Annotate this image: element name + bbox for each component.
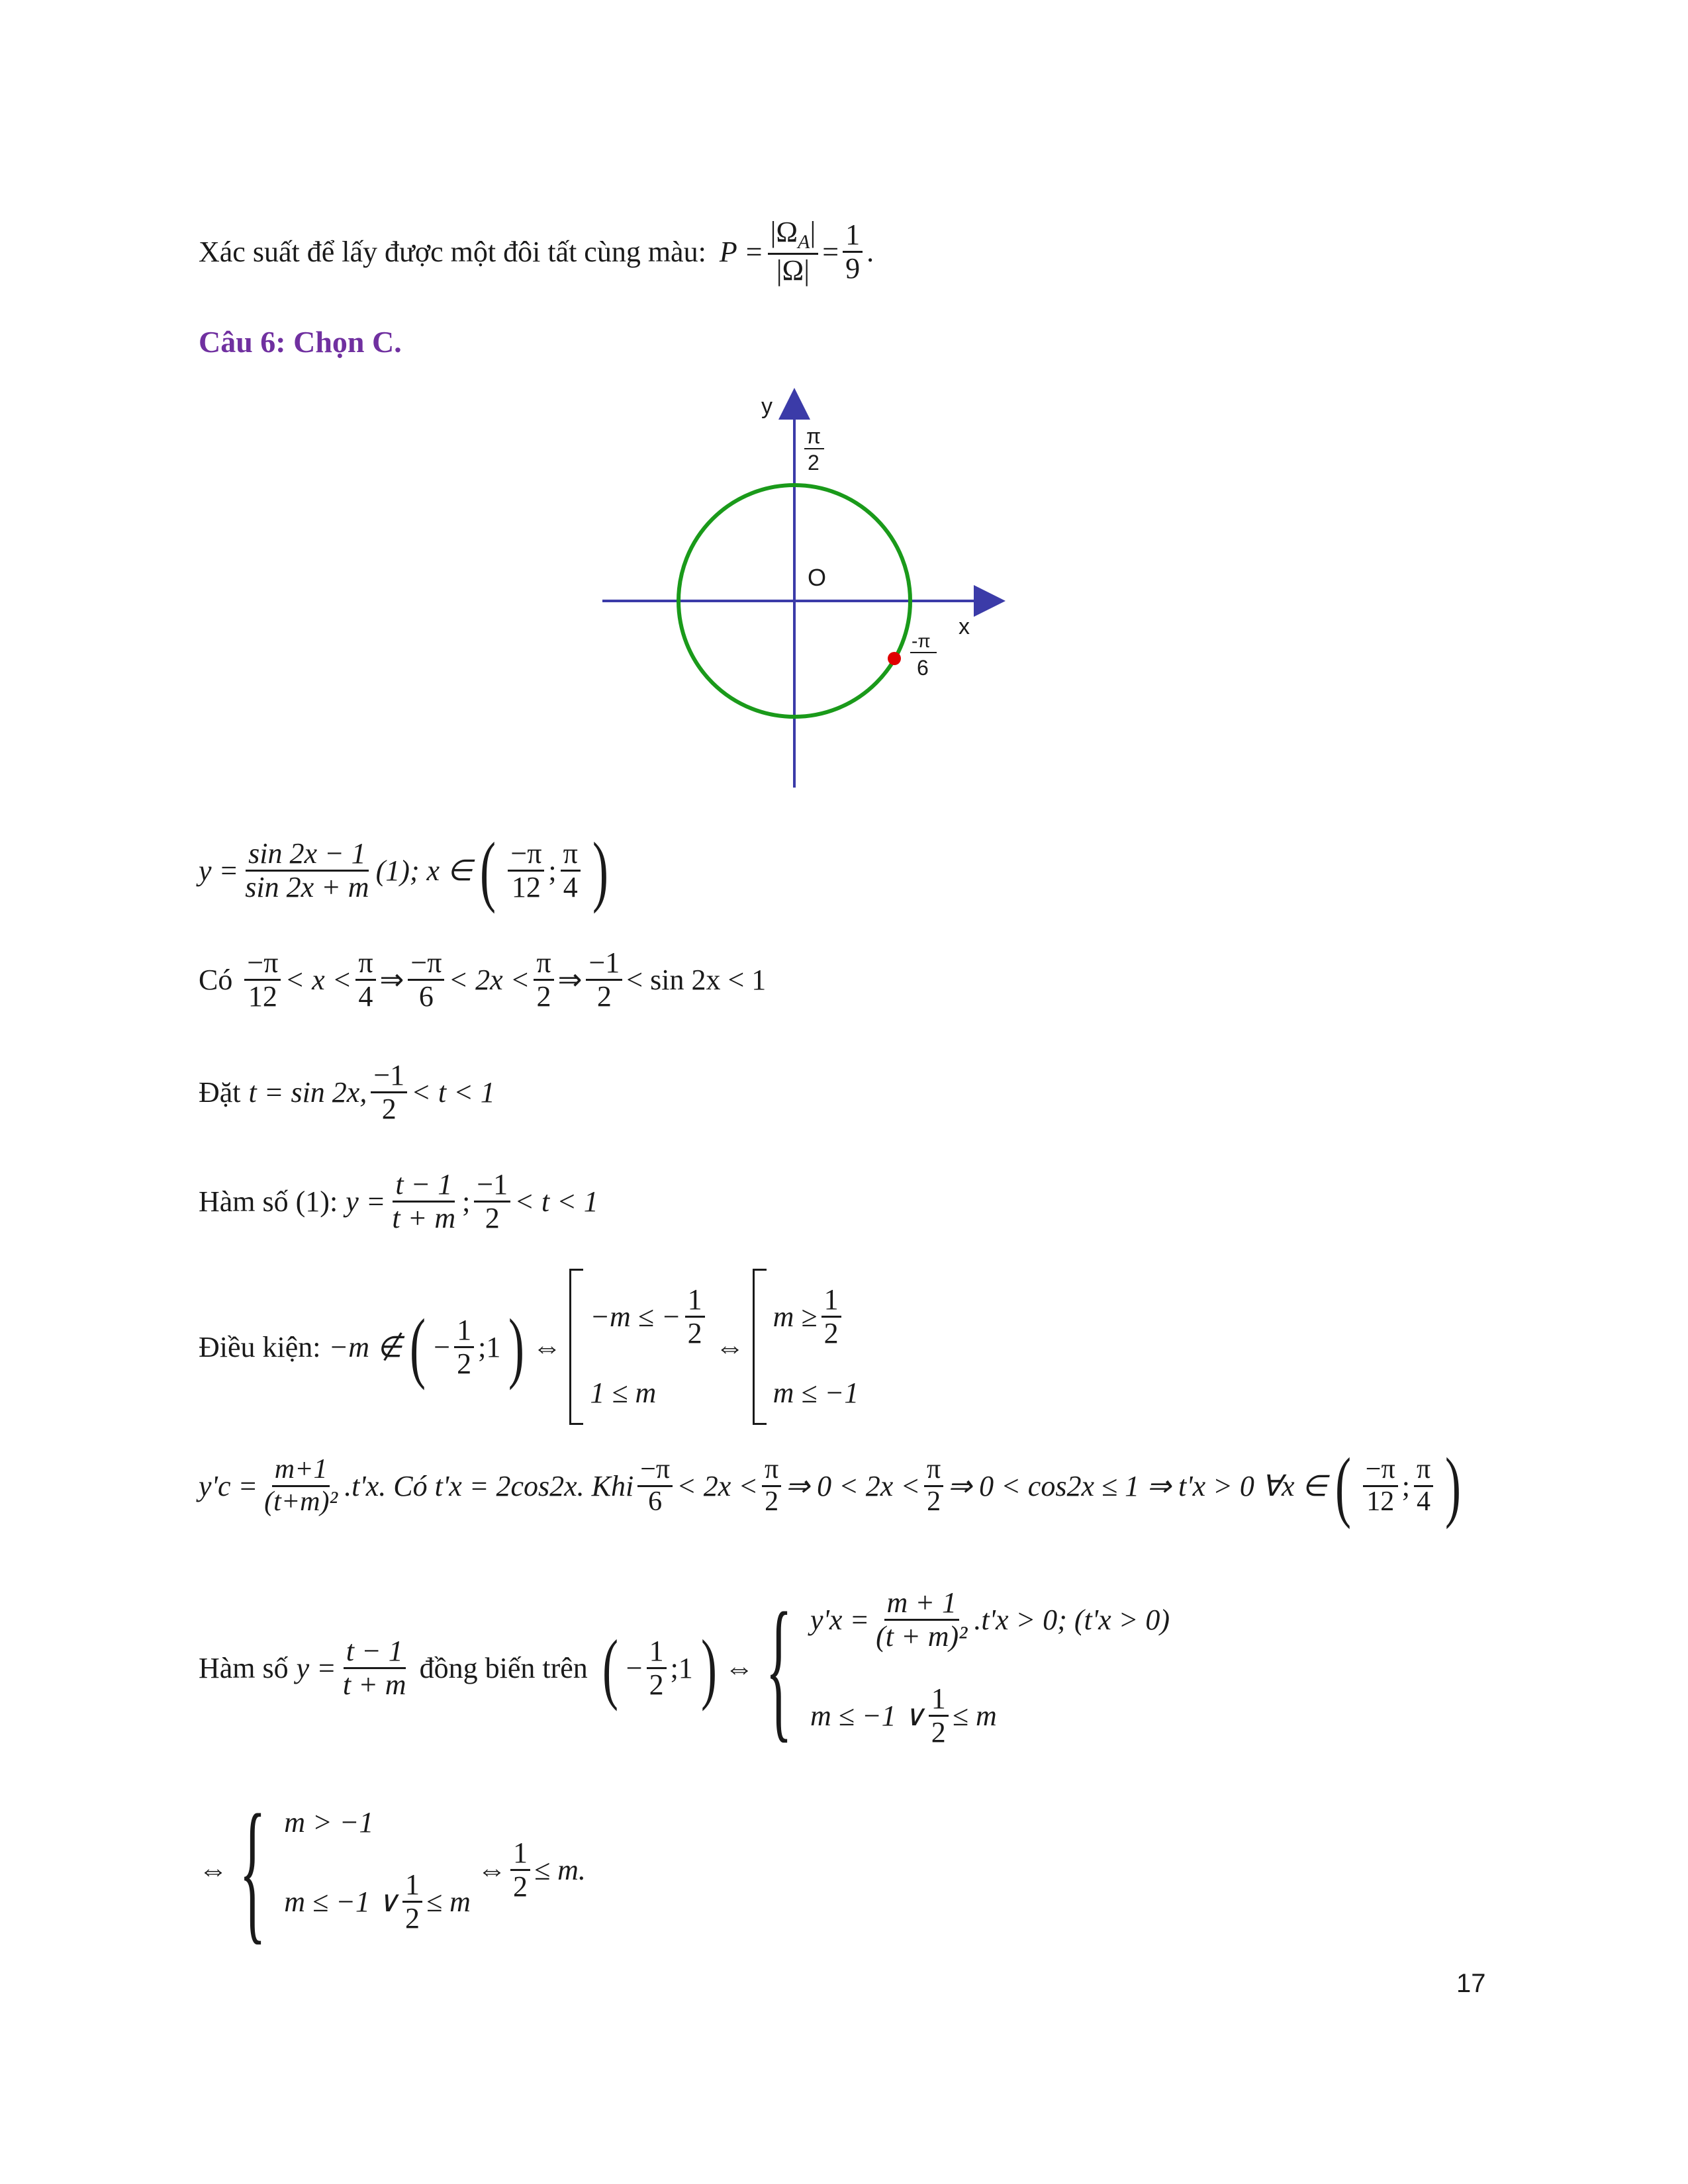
substitution-line: Đặt t = sin 2x, $\frac{-1}{2}$ < t < 1 bbox=[199, 1058, 495, 1125]
point-label-num: -π bbox=[912, 631, 931, 651]
condition-line: Điều kiện: −m ∉ ( − $\frac{1}{2}$ ;1 ) ⇔ −m ≤ − $\frac{1}{2}$ 1 ≤ m ⇔ m ≥ $\frac{1}{2}$ m ≤ −1 bbox=[199, 1271, 859, 1423]
conclusion-line: ⇔ { m > −1 m ≤ −1 ∨ $\frac{1}{2}$ ≤ m ⇔ $\frac{1}{2}$ ≤ m. bbox=[199, 1782, 586, 1958]
inequality-chain: Có $\frac{-\pi}{12}$ < x < $\frac{\pi}{4}$ ⇒ $\frac{-\pi}{6}$ < 2x < $\frac{\pi}{2}$ ⇒ $\frac{-1}{2}$ < sin 2x < 1 bbox=[199, 946, 767, 1013]
derivative-line: y'c = $\frac{m+1}{\text{(t+m)²}}$ .t'x. Có t'x = 2cos2x. Khi $\frac{-\pi}{6}$ < 2x < $\frac{\pi}{2}$ ⇒ 0 < 2x < $\frac{\pi}{2}$ ⇒ 0 < cos2x ≤ 1 ⇒ t'x > 0 ∀x ∈ ( $\frac{-\pi}{12}$ ; $\frac{\pi}{4}$ ) bbox=[199, 1441, 1462, 1529]
function-in-t: Hàm số (1): y = $\frac{t - 1}{t + m}$ ; $\frac{-1}{2}$ < t < 1 bbox=[199, 1167, 598, 1234]
probability-line: Xác suất để lấy được một đôi tất cùng màu: P = $\frac{|\Omega_A|}{|\Omega|}$ = $\frac{1}{9}$ . bbox=[199, 216, 874, 287]
y-axis-label: y bbox=[761, 394, 773, 419]
probability-fraction: $\frac{|\Omega_A|}{|\Omega|}$ bbox=[768, 216, 819, 287]
point-label-den: 6 bbox=[917, 656, 929, 680]
top-label-num: π bbox=[806, 424, 821, 448]
function-definition: y = $\frac{\sin 2x - 1}{\sin 2x + m}$ (1); x ∈ ( $\frac{-\pi}{12}$ ; $\frac{\pi}{4}$ ) bbox=[199, 826, 608, 914]
x-axis-label: x bbox=[959, 614, 970, 639]
top-label-den: 2 bbox=[808, 451, 820, 475]
origin-label: O bbox=[808, 564, 827, 591]
probability-lhs: P = bbox=[719, 235, 764, 268]
probability-text: Xác suất để lấy được một đôi tất cùng màu: bbox=[199, 235, 706, 268]
unit-circle-diagram bbox=[583, 384, 1006, 807]
probability-result: $\frac{1}{9}$ bbox=[843, 219, 863, 284]
page-number: 17 bbox=[1456, 1969, 1486, 1998]
monotonic-line: Hàm số y = $\frac{t - 1}{t + m}$ đồng biến trên ( − $\frac{1}{2}$ ;1 ) ⇔ { y'x = $\frac{m + 1}{\text{(t + m)²}}$ .t'x > 0; (t'x > 0) m ≤ −1 ∨ $\frac{1}{2}$ ≤ m bbox=[199, 1580, 1170, 1756]
point-marker bbox=[888, 652, 901, 665]
question-heading: Câu 6: Chọn C. bbox=[199, 325, 402, 359]
